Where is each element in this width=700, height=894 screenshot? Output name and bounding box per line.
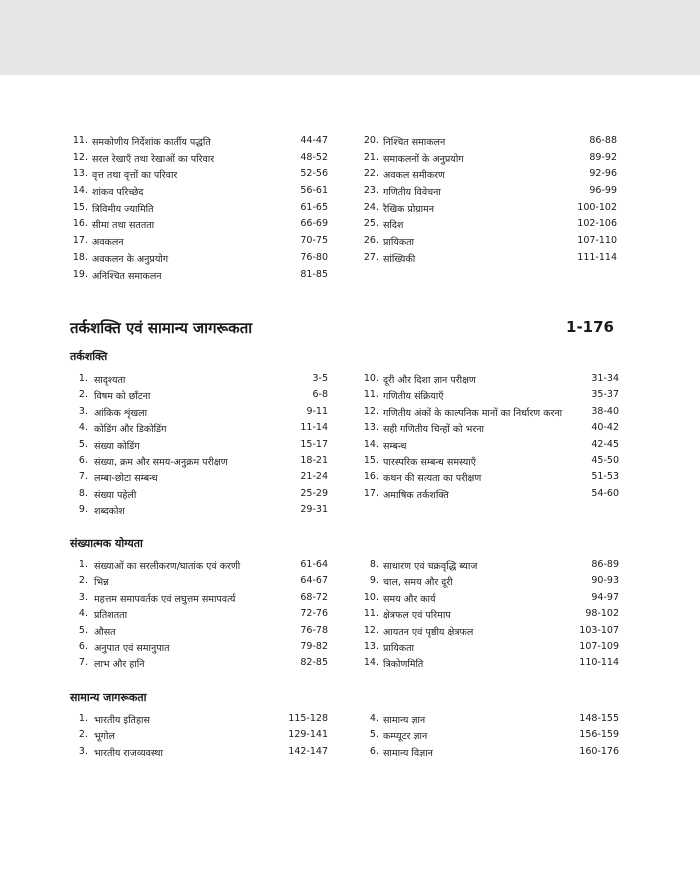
toc-item-pages: 68-72	[300, 591, 328, 603]
toc-row	[70, 135, 328, 152]
toc-row	[361, 439, 619, 455]
toc-item-pages: 44-47	[300, 135, 328, 146]
toc-row	[70, 439, 328, 455]
toc-row	[361, 252, 617, 269]
toc-row	[70, 168, 328, 185]
toc-row	[361, 713, 619, 729]
toc-item-number: 24.	[363, 201, 379, 213]
toc-item-title: त्रिकोणमिति	[383, 659, 424, 671]
toc-item-number: 2.	[78, 729, 88, 741]
toc-item-title: औसत	[94, 626, 116, 638]
toc-item-number: 23.	[363, 185, 379, 197]
toc-item-title: सरल रेखाएँ तथा रेखाओं का परिवार	[92, 153, 215, 165]
toc-item-number: 14.	[72, 185, 88, 197]
toc-item-number: 16.	[72, 218, 88, 230]
toc-row	[361, 185, 617, 202]
toc-row	[70, 488, 328, 504]
toc-row	[70, 389, 328, 405]
toc-item-number: 20.	[363, 135, 379, 146]
toc-row	[70, 373, 328, 389]
toc-item-number: 1.	[78, 713, 88, 724]
toc-item-title: सीमा तथा सततता	[92, 220, 155, 232]
toc-item-number: 13.	[363, 422, 379, 434]
toc-item-pages: 90-93	[591, 575, 619, 587]
toc-item-pages: 76-78	[300, 624, 328, 636]
toc-item-title: कम्प्यूटर ज्ञान	[383, 731, 428, 743]
toc-item-title: सामान्य विज्ञान	[383, 747, 433, 759]
toc-item-number: 9.	[78, 504, 88, 516]
toc-item-title: सही गणितीय चिन्हों को भरना	[383, 424, 484, 436]
toc-item-title: भारतीय राजव्यवस्था	[94, 747, 163, 759]
toc-item-number: 16.	[363, 471, 379, 483]
toc-row	[361, 657, 619, 673]
toc-item-number: 11.	[363, 608, 379, 620]
toc-item-pages: 100-102	[577, 201, 617, 213]
toc-item-title: गणितीय अंकों के काल्पनिक मानों का निर्धारण करना	[383, 407, 563, 419]
toc-row	[70, 422, 328, 438]
toc-item-title: संख्या कोडिंग	[94, 440, 140, 452]
toc-row	[361, 575, 619, 591]
toc-item-title: लम्बा-छोटा सम्बन्ध	[94, 473, 158, 485]
toc-row	[70, 235, 328, 252]
toc-item-pages: 52-56	[300, 168, 328, 180]
toc-item-pages: 115-128	[288, 713, 328, 724]
toc-row	[70, 608, 328, 624]
toc-item-number: 10.	[363, 373, 379, 384]
toc-item-title: कोडिंग और डिकोडिंग	[94, 424, 167, 436]
toc-row	[361, 235, 617, 252]
toc-row	[361, 455, 619, 471]
toc-item-title: दूरी और दिशा ज्ञान परीक्षण	[383, 375, 476, 386]
toc-row	[361, 746, 619, 762]
toc-item-title: भूगोल	[94, 731, 115, 743]
toc-item-number: 15.	[363, 454, 379, 466]
toc-item-number: 7.	[78, 471, 88, 483]
toc-item-title: प्रतिशतता	[94, 610, 128, 622]
toc-item-title: शब्दकोश	[94, 506, 125, 518]
toc-item-pages: 129-141	[288, 729, 328, 741]
toc-item-title: अवकलन	[92, 237, 124, 249]
toc-item-number: 17.	[363, 487, 379, 499]
toc-item-pages: 82-85	[300, 657, 328, 669]
toc-item-pages: 66-69	[300, 218, 328, 230]
toc-item-title: लाभ और हानि	[94, 659, 145, 671]
numerical-toc-left-column	[70, 559, 328, 674]
toc-item-number: 4.	[369, 713, 379, 724]
toc-item-number: 5.	[369, 729, 379, 741]
toc-row	[361, 389, 619, 405]
numerical-toc-right-column	[361, 559, 619, 674]
toc-item-pages: 54-60	[591, 487, 619, 499]
toc-item-pages: 107-109	[579, 640, 619, 652]
toc-item-title: शांकव परिच्छेद	[92, 187, 144, 199]
toc-item-title: संख्या, क्रम और समय-अनुक्रम परीक्षण	[94, 456, 228, 468]
toc-item-number: 15.	[72, 201, 88, 213]
toc-item-number: 12.	[72, 151, 88, 163]
toc-item-pages: 56-61	[300, 185, 328, 197]
toc-item-title: विषम को छाँटना	[94, 391, 151, 403]
toc-row	[70, 471, 328, 487]
toc-item-title: रैखिक प्रोग्रामन	[383, 203, 435, 215]
toc-item-pages: 81-85	[300, 268, 328, 280]
toc-item-number: 4.	[78, 608, 88, 620]
toc-row	[361, 729, 619, 745]
toc-item-pages: 38-40	[591, 405, 619, 417]
toc-row	[361, 135, 617, 152]
toc-item-title: समकोणीय निर्देशांक कार्तीय पद्धति	[92, 137, 211, 148]
toc-row	[70, 746, 328, 762]
toc-item-title: साधारण एवं चक्रवृद्धि ब्याज	[383, 561, 478, 572]
toc-item-pages: 40-42	[591, 422, 619, 434]
toc-row	[70, 729, 328, 745]
toc-item-number: 27.	[363, 251, 379, 263]
toc-item-title: गणितीय विवेचना	[383, 187, 441, 199]
toc-item-number: 17.	[72, 235, 88, 247]
toc-item-pages: 76-80	[300, 251, 328, 263]
toc-item-number: 1.	[78, 559, 88, 570]
toc-row	[361, 168, 617, 185]
toc-item-pages: 160-176	[579, 745, 619, 757]
toc-row	[70, 504, 328, 520]
toc-item-pages: 86-88	[589, 135, 617, 146]
toc-item-title: सदिश	[383, 220, 404, 232]
toc-item-number: 6.	[78, 640, 88, 652]
toc-item-pages: 64-67	[300, 575, 328, 587]
toc-item-pages: 61-65	[300, 201, 328, 213]
toc-row	[70, 713, 328, 729]
toc-item-title: महत्तम समापवर्तक एवं लघुत्तम समापवर्त्य	[94, 593, 236, 605]
page-header-band	[0, 0, 700, 75]
toc-item-title: गणितीय संक्रियाएँ	[383, 391, 444, 403]
toc-item-pages: 18-21	[300, 454, 328, 466]
toc-item-number: 22.	[363, 168, 379, 180]
toc-item-pages: 35-37	[591, 389, 619, 401]
toc-item-title: क्षेत्रफल एवं परिमाप	[383, 610, 451, 622]
general-heading: सामान्य जागरूकता	[70, 691, 147, 704]
toc-row	[361, 625, 619, 641]
toc-item-pages: 92-96	[589, 168, 617, 180]
toc-item-pages: 148-155	[579, 713, 619, 724]
numerical-heading: संख्यात्मक योग्यता	[70, 537, 143, 550]
toc-item-title: भारतीय इतिहास	[94, 715, 150, 726]
toc-item-number: 6.	[78, 454, 88, 466]
toc-item-number: 13.	[363, 640, 379, 652]
toc-item-number: 26.	[363, 235, 379, 247]
toc-row	[361, 592, 619, 608]
general-toc-left-column	[70, 713, 328, 762]
toc-row	[361, 202, 617, 219]
toc-item-pages: 11-14	[300, 422, 328, 434]
toc-row	[70, 575, 328, 591]
toc-item-title: चाल, समय और दूरी	[383, 577, 453, 589]
toc-item-pages: 6-8	[312, 389, 328, 401]
toc-item-number: 3.	[78, 405, 88, 417]
toc-item-pages: 110-114	[579, 657, 619, 669]
toc-item-pages: 29-31	[300, 504, 328, 516]
section-title: तर्कशक्ति एवं सामान्य जागरूकता	[70, 319, 253, 337]
toc-item-number: 8.	[369, 559, 379, 570]
toc-row	[361, 559, 619, 575]
toc-item-pages: 70-75	[300, 235, 328, 247]
toc-item-title: पारस्परिक सम्बन्ध समस्याएँ	[383, 456, 476, 468]
toc-item-title: संख्या पहेली	[94, 489, 137, 501]
toc-item-pages: 51-53	[591, 471, 619, 483]
toc-row	[361, 152, 617, 169]
toc-row	[70, 218, 328, 235]
toc-item-number: 1.	[78, 373, 88, 384]
toc-item-number: 14.	[363, 438, 379, 450]
toc-item-title: त्रिविमीय ज्यामिति	[92, 203, 154, 215]
toc-row	[361, 373, 619, 389]
toc-item-pages: 94-97	[591, 591, 619, 603]
reasoning-toc-left-column	[70, 373, 328, 521]
toc-item-pages: 3-5	[312, 373, 328, 384]
toc-row	[70, 185, 328, 202]
toc-item-title: सम्बन्ध	[383, 440, 407, 452]
toc-item-title: अवकल समीकरण	[383, 170, 445, 182]
toc-item-number: 5.	[78, 438, 88, 450]
toc-item-title: प्रायिकता	[383, 237, 415, 249]
toc-row	[70, 455, 328, 471]
toc-item-number: 9.	[369, 575, 379, 587]
toc-item-pages: 107-110	[577, 235, 617, 247]
toc-item-number: 6.	[369, 745, 379, 757]
math-toc-left-column	[70, 135, 328, 285]
toc-item-title: अनुपात एवं समानुपात	[94, 642, 170, 654]
toc-item-number: 2.	[78, 389, 88, 401]
toc-row	[70, 559, 328, 575]
toc-item-number: 5.	[78, 624, 88, 636]
toc-item-title: सामान्य ज्ञान	[383, 715, 426, 726]
toc-item-number: 25.	[363, 218, 379, 230]
toc-item-pages: 61-64	[300, 559, 328, 570]
toc-row	[70, 252, 328, 269]
toc-item-number: 21.	[363, 151, 379, 163]
toc-item-title: सादृश्यता	[94, 375, 126, 386]
reasoning-toc-right-column	[361, 373, 619, 504]
toc-item-pages: 45-50	[591, 454, 619, 466]
toc-item-pages: 42-45	[591, 438, 619, 450]
toc-item-pages: 142-147	[288, 745, 328, 757]
toc-item-number: 12.	[363, 624, 379, 636]
toc-item-pages: 103-107	[579, 624, 619, 636]
toc-item-number: 12.	[363, 405, 379, 417]
toc-item-pages: 111-114	[577, 251, 617, 263]
toc-item-pages: 89-92	[589, 151, 617, 163]
toc-item-title: कथन की सत्यता का परीक्षण	[383, 473, 482, 485]
toc-item-pages: 98-102	[585, 608, 619, 620]
toc-item-number: 3.	[78, 591, 88, 603]
toc-row	[361, 218, 617, 235]
math-toc-right-column	[361, 135, 617, 269]
section-page-range: 1-176	[566, 318, 614, 336]
toc-row	[361, 471, 619, 487]
toc-item-number: 19.	[72, 268, 88, 280]
toc-item-number: 10.	[363, 591, 379, 603]
toc-row	[70, 657, 328, 673]
toc-item-title: आंकिक शृंखला	[94, 407, 148, 419]
toc-item-number: 11.	[363, 389, 379, 401]
toc-row	[70, 406, 328, 422]
toc-row	[361, 641, 619, 657]
toc-row	[361, 406, 619, 422]
toc-item-title: वृत्त तथा वृत्तों का परिवार	[92, 170, 178, 182]
toc-item-number: 4.	[78, 422, 88, 434]
toc-item-title: अवकलन के अनुप्रयोग	[92, 253, 169, 265]
toc-item-pages: 25-29	[300, 487, 328, 499]
toc-item-title: अनिश्चित समाकलन	[92, 270, 162, 282]
toc-item-title: आयतन एवं पृष्ठीय क्षेत्रफल	[383, 626, 474, 638]
general-toc-right-column	[361, 713, 619, 762]
toc-item-pages: 79-82	[300, 640, 328, 652]
toc-row	[70, 269, 328, 286]
toc-item-title: निश्चित समाकलन	[383, 137, 446, 148]
toc-item-title: अमाषिक तर्कशक्ति	[383, 489, 449, 501]
toc-row	[361, 608, 619, 624]
toc-row	[70, 641, 328, 657]
toc-row	[70, 625, 328, 641]
toc-item-number: 8.	[78, 487, 88, 499]
toc-item-title: संख्याओं का सरलीकरण/घातांक एवं करणी	[94, 561, 241, 572]
toc-item-pages: 31-34	[591, 373, 619, 384]
toc-row	[70, 202, 328, 219]
toc-item-title: समय और कार्य	[383, 593, 436, 605]
toc-row	[361, 488, 619, 504]
toc-item-pages: 96-99	[589, 185, 617, 197]
toc-item-number: 18.	[72, 251, 88, 263]
toc-item-pages: 102-106	[577, 218, 617, 230]
toc-row	[361, 422, 619, 438]
toc-item-title: भिन्न	[94, 577, 109, 589]
toc-item-pages: 72-76	[300, 608, 328, 620]
toc-item-title: सांख्यिकी	[383, 253, 416, 265]
toc-item-number: 13.	[72, 168, 88, 180]
toc-item-number: 7.	[78, 657, 88, 669]
toc-item-number: 14.	[363, 657, 379, 669]
toc-item-number: 2.	[78, 575, 88, 587]
toc-item-title: समाकलनों के अनुप्रयोग	[383, 153, 464, 165]
toc-item-pages: 48-52	[300, 151, 328, 163]
toc-row	[70, 592, 328, 608]
reasoning-heading: तर्कशक्ति	[70, 350, 108, 363]
toc-item-number: 11.	[72, 135, 88, 146]
toc-item-title: प्रायिकता	[383, 642, 415, 654]
toc-row	[70, 152, 328, 169]
toc-item-number: 3.	[78, 745, 88, 757]
toc-item-pages: 9-11	[306, 405, 328, 417]
toc-item-pages: 86-89	[591, 559, 619, 570]
toc-item-pages: 21-24	[300, 471, 328, 483]
toc-item-pages: 15-17	[300, 438, 328, 450]
toc-item-pages: 156-159	[579, 729, 619, 741]
